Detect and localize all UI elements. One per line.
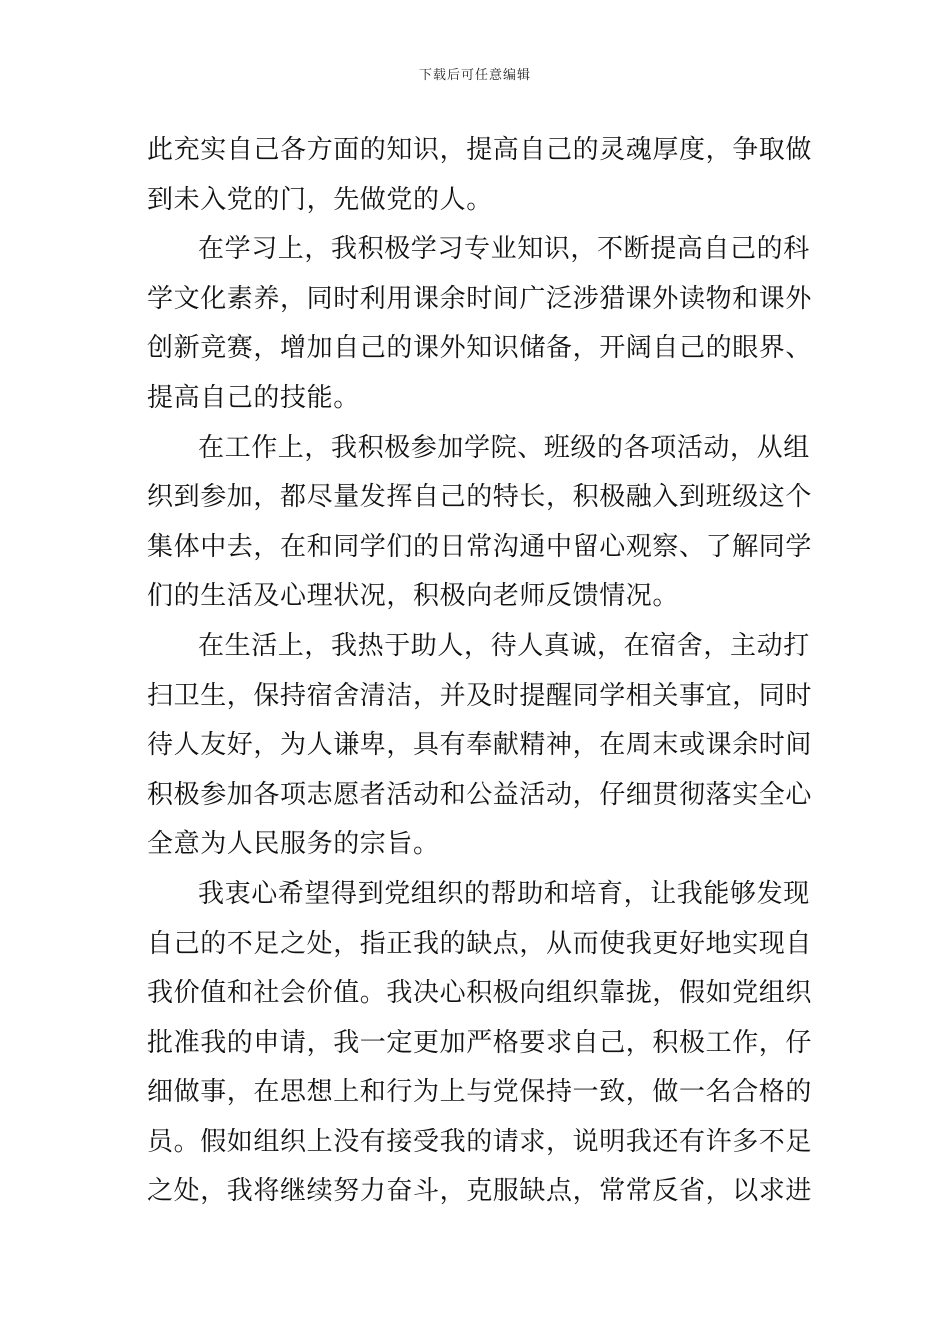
- page-header: 下载后可任意编辑: [418, 68, 531, 83]
- text-line: 自己的不足之处，指正我的缺点，从而使我更好地实现自: [147, 928, 813, 959]
- text-line: 积极参加各项志愿者活动和公益活动，仔细贯彻落实全心: [147, 779, 813, 810]
- text-line: 创新竞赛，增加自己的课外知识储备，开阔自己的眼界、: [147, 333, 813, 364]
- text-line: 全意为人民服务的宗旨。: [147, 829, 440, 860]
- text-line: 待人友好，为人谦卑，具有奉献精神，在周末或课余时间: [147, 730, 813, 761]
- paragraph-start-line: 在工作上，我积极参加学院、班级的各项活动，从组: [198, 432, 810, 463]
- text-line: 此充实自己各方面的知识，提高自己的灵魂厚度，争取做: [147, 135, 813, 165]
- text-line: 织到参加，都尽量发挥自己的特长，积极融入到班级这个: [147, 482, 813, 513]
- text-line: 之处，我将继续努力奋斗，克服缺点，常常反省，以求进: [147, 1176, 813, 1207]
- text-line: 批准我的申请，我一定更加严格要求自己，积极工作，仔: [147, 1027, 813, 1058]
- text-line: 员。假如组织上没有接受我的请求，说明我还有许多不足: [147, 1126, 813, 1157]
- text-line: 集体中去，在和同学们的日常沟通中留心观察、了解同学: [147, 531, 813, 562]
- document-body: [147, 126, 813, 1217]
- text-line: 们的生活及心理状况，积极向老师反馈情况。: [147, 581, 680, 612]
- text-line: 我价值和社会价值。我决心积极向组织靠拢，假如党组织: [147, 978, 813, 1009]
- paragraph-start-line: 我衷心希望得到党组织的帮助和培育，让我能够发现: [198, 878, 810, 909]
- paragraph-start-line: 在生活上，我热于助人，待人真诚，在宿舍，主动打: [198, 630, 810, 661]
- text-line: 细做事，在思想上和行为上与党保持一致，做一名合格的: [147, 1077, 813, 1108]
- text-line: 到未入党的门，先做党的人。: [147, 184, 493, 215]
- text-line: 提高自己的技能。: [147, 382, 360, 413]
- text-line: 扫卫生，保持宿舍清洁，并及时提醒同学相关事宜，同时: [147, 680, 813, 711]
- paragraph-start-line: 在学习上，我积极学习专业知识，不断提高自己的科: [198, 234, 810, 265]
- text-line: 学文化素养，同时利用课余时间广泛涉猎课外读物和课外: [147, 283, 813, 314]
